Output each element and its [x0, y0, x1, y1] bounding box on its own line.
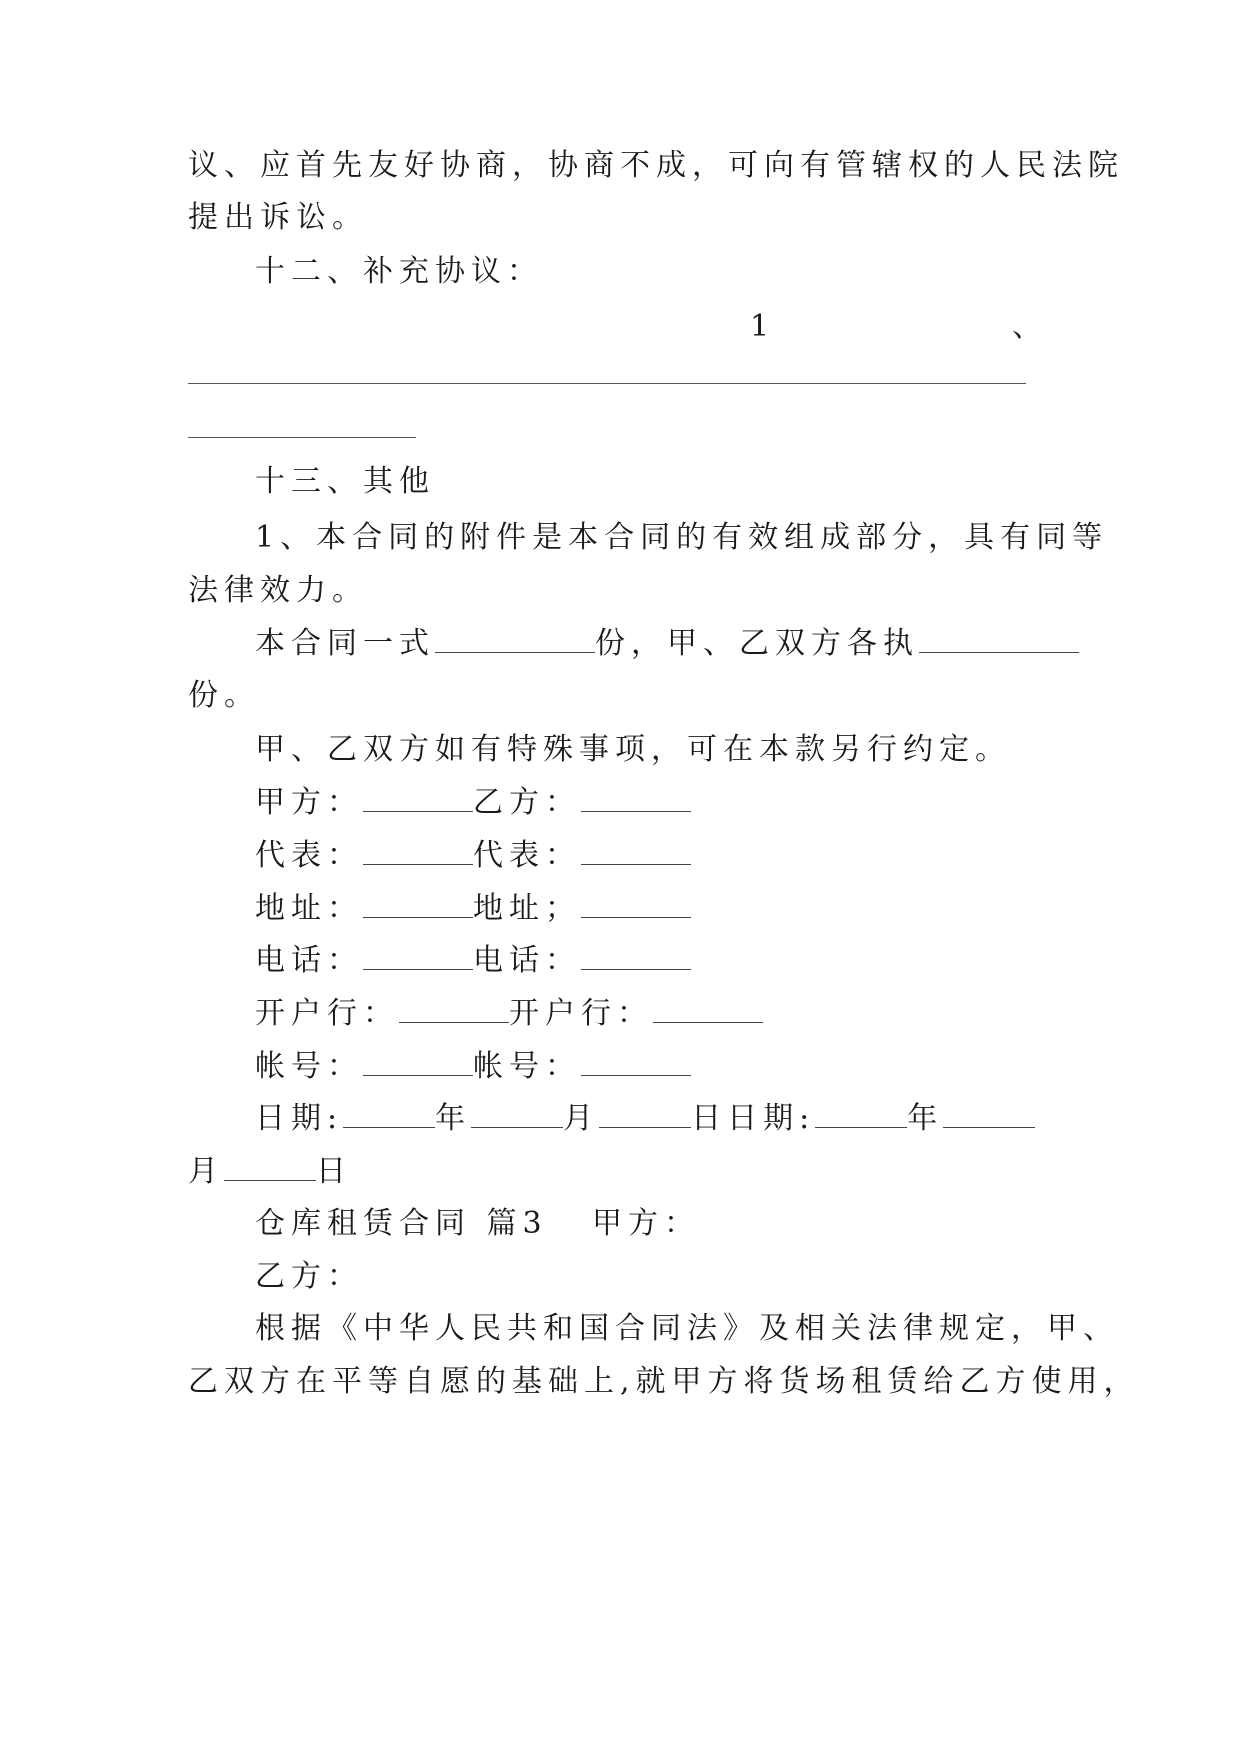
- date-unit: 月: [188, 1154, 224, 1189]
- copies-line: 份。: [188, 678, 260, 713]
- copies-text: 份，甲、乙双方各执: [595, 626, 919, 661]
- signature-row: [255, 889, 691, 929]
- signature-row: [255, 994, 763, 1034]
- signature-label: 开户行：: [509, 996, 653, 1031]
- signature-label: 地址：: [255, 891, 363, 926]
- date-row: [188, 1152, 352, 1192]
- paragraph-line: 议、应首先友好协商，协商不成，可向有管辖权的人民法院: [188, 148, 1124, 183]
- signature-label: 乙方：: [473, 785, 581, 820]
- signature-blank: [581, 836, 691, 865]
- signature-row: [255, 783, 691, 823]
- paragraph-line: 乙双方在平等自愿的基础上,就甲方将货场租赁给乙方使用，: [188, 1364, 1140, 1399]
- date-unit: 月: [563, 1101, 600, 1136]
- clause-line: 法律效力。: [188, 573, 368, 608]
- date-label: 日期:: [255, 1101, 344, 1136]
- signature-label: 帐号：: [255, 1049, 363, 1084]
- paragraph-line: 根据《中华人民共和国合同法》及相关法律规定，甲、: [255, 1311, 1119, 1346]
- section-heading-13: 十三、其他: [255, 464, 435, 499]
- paragraph-line: 提出诉讼。: [188, 200, 368, 235]
- signature-label: 地址；: [473, 891, 581, 926]
- date-blank: [224, 1152, 316, 1181]
- copies-line: [255, 624, 1079, 664]
- signature-label: 电话：: [473, 943, 581, 978]
- signature-blank: [653, 994, 763, 1023]
- date-row: [255, 1099, 1035, 1139]
- signature-blank: [399, 994, 509, 1023]
- date-unit: 日日期:: [691, 1101, 816, 1136]
- date-blank: [471, 1099, 563, 1128]
- signature-label: 甲方：: [255, 785, 363, 820]
- date-unit: 年: [907, 1101, 944, 1136]
- signature-blank: [363, 1047, 473, 1076]
- next-party-b: 乙方：: [255, 1259, 363, 1294]
- date-unit: 日: [316, 1154, 352, 1189]
- special-terms-line: 甲、乙双方如有特殊事项，可在本款另行约定。: [255, 732, 1011, 767]
- clause-line: 1、本合同的附件是本合同的有效组成部分，具有同等: [255, 520, 1109, 555]
- fill-in-line: [188, 437, 416, 438]
- supplement-separator: 、: [1012, 309, 1048, 344]
- signature-label: 开户行：: [255, 996, 399, 1031]
- signature-blank: [363, 941, 473, 970]
- copies-text: 本合同一式: [255, 626, 435, 661]
- date-blank: [943, 1099, 1035, 1128]
- signature-label: 代表：: [473, 838, 581, 873]
- signature-label: 电话：: [255, 943, 363, 978]
- signature-label: 代表：: [255, 838, 363, 873]
- fill-in-line: [188, 383, 1026, 384]
- signature-blank: [581, 941, 691, 970]
- signature-row: [255, 836, 691, 876]
- signature-row: [255, 941, 691, 981]
- date-blank: [815, 1099, 907, 1128]
- signature-label: 帐号：: [473, 1049, 581, 1084]
- date-unit: 年: [435, 1101, 472, 1136]
- signature-blank: [363, 889, 473, 918]
- date-blank: [599, 1099, 691, 1128]
- signature-row: [255, 1047, 691, 1087]
- next-party-a: 甲方：: [592, 1206, 700, 1241]
- signature-blank: [363, 836, 473, 865]
- signature-blank: [581, 1047, 691, 1076]
- copies-blank: [435, 624, 595, 653]
- signature-blank: [581, 889, 691, 918]
- supplement-number: 1: [750, 309, 776, 344]
- signature-blank: [581, 783, 691, 812]
- copies-blank: [919, 624, 1079, 653]
- date-blank: [343, 1099, 435, 1128]
- signature-blank: [363, 783, 473, 812]
- section-heading-12: 十二、补充协议：: [255, 254, 543, 289]
- next-contract-title: 仓库租赁合同 篇3: [255, 1206, 548, 1241]
